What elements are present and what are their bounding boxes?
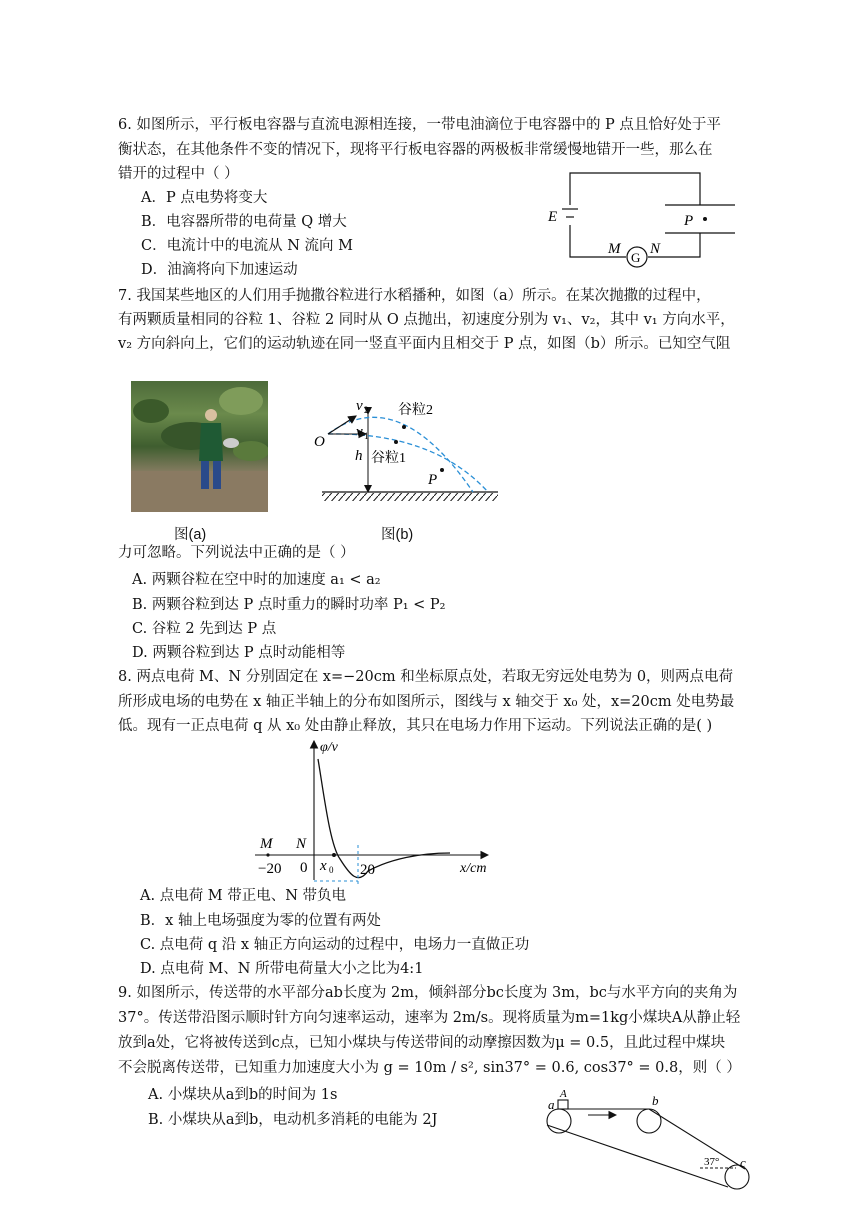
- q7-o-label: O: [314, 434, 325, 450]
- q7-trajectory-figure: [308, 392, 503, 510]
- q7-stem-line1: 7. 我国某些地区的人们用手抛撒谷粒进行水稻播种，如图（a）所示。在某次抛撒的过程中，: [118, 288, 711, 304]
- q9-c-label: c: [740, 1155, 746, 1170]
- q7-stem-line3: v₂ 方向斜向上，它们的运动轨迹在同一竖直平面内且相交于 P 点，如图（b）所示。已知空气阻: [118, 336, 731, 352]
- q9-stem-line1: 9. 如图所示，传送带的水平部分ab长度为 2m，倾斜部分bc长度为 3m，bc与水平方向的夹角为: [118, 985, 738, 1001]
- q7-grain1-label: 谷粒1: [371, 451, 406, 466]
- q6-stem-line3: 错开的过程中（ ）: [118, 166, 239, 182]
- q8-n-label: N: [296, 836, 307, 852]
- q8-xlabel: x/cm: [460, 861, 487, 876]
- q8-tick-zero: 0: [300, 860, 308, 876]
- q7-v1-label: v: [356, 424, 363, 440]
- q7-option-b: B. 两颗谷粒到达 P 点时重力的瞬时功率 P₁ < P₂: [132, 597, 446, 613]
- q9-a-label: a: [548, 1097, 555, 1112]
- q7-grain2-label: 谷粒2: [398, 403, 433, 418]
- q9-block-label: A: [560, 1088, 567, 1100]
- q9-option-b: B. 小煤块从a到b，电动机多消耗的电能为 2J: [148, 1112, 438, 1128]
- q7-h-label: h: [355, 448, 363, 464]
- q6-option-a: A．P 点电势将变大: [141, 190, 268, 206]
- q8-potential-graph: [250, 735, 500, 885]
- q7-option-d: D. 两颗谷粒到达 P 点时动能相等: [132, 645, 346, 661]
- q7-caption-b: 图(b): [381, 527, 414, 543]
- q6-label-p: P: [684, 213, 694, 229]
- q8-option-b: B．x 轴上电场强度为零的位置有两处: [140, 913, 381, 929]
- q6-label-m: M: [608, 241, 621, 257]
- q8-option-a: A. 点电荷 M 带正电、N 带负电: [140, 888, 347, 904]
- q6-oil-drop: [703, 217, 707, 221]
- q7-v2-label: v: [356, 398, 363, 414]
- q9-stem-line3: 放到a处，它将被传送到c点，已知小煤块与传送带间的动摩擦因数为μ = 0.5，且此过程中煤块: [118, 1035, 726, 1051]
- q7-v2-sub: 2: [364, 405, 369, 415]
- q7-p-label: P: [428, 472, 438, 488]
- q7-v1-sub: 1: [364, 431, 369, 441]
- q8-tick-neg20: −20: [258, 861, 282, 877]
- q7-option-c: C. 谷粒 2 先到达 P 点: [132, 621, 277, 637]
- q7-farmer-photo: [131, 381, 268, 512]
- q6-option-b: B．电容器所带的电荷量 Q 增大: [141, 214, 347, 230]
- q9-b-label: b: [652, 1093, 659, 1108]
- q9-angle-label: 37°: [704, 1156, 720, 1168]
- q7-stem-line2: 有两颗质量相同的谷粒 1、谷粒 2 同时从 O 点抛出，初速度分别为 v₁、v₂，其中 v₁ 方向水平，: [118, 312, 735, 328]
- q6-capacitor-circuit-figure: [540, 165, 740, 275]
- q7-caption-a: 图(a): [174, 527, 207, 543]
- q9-stem-line2: 37°。传送带沿图示顺时针方向匀速率运动，速率为 2m/s。现将质量为m=1kg小煤块A从静止轻: [118, 1010, 741, 1026]
- q8-stem-line3: 低。现有一正点电荷 q 从 x₀ 处由静止释放，其只在电场力作用下运动。下列说法正确的是( ): [118, 718, 713, 734]
- q8-stem-line2: 所形成电场的电势在 x 轴正半轴上的分布如图所示，图线与 x 轴交于 x₀ 处，x=20cm 处电势最: [118, 694, 735, 710]
- q6-stem-line1: 6. 如图所示，平行板电容器与直流电源相连接，一带电油滴位于电容器中的 P 点且恰好处于平: [118, 117, 721, 133]
- q8-ylabel: φ/v: [320, 740, 338, 755]
- q9-conveyor-figure: [540, 1085, 760, 1195]
- q6-galvanometer-label: G: [631, 250, 641, 265]
- q6-option-c: C．电流计中的电流从 N 流向 M: [141, 238, 353, 254]
- q8-tick-20: 20: [360, 862, 375, 878]
- q8-stem-line1: 8. 两点电荷 M、N 分别固定在 x=−20cm 和坐标原点处，若取无穷远处电势为 0，则两点电荷: [118, 669, 734, 685]
- q8-x0-sub: 0: [329, 865, 334, 875]
- q6-stem-line2: 衡状态，在其他条件不变的情况下，现将平行板电容器的两极板非常缓慢地错开一些，那么在: [118, 142, 713, 158]
- q7-option-a: A. 两颗谷粒在空中时的加速度 a₁ < a₂: [132, 572, 381, 588]
- q9-option-a: A. 小煤块从a到b的时间为 1s: [148, 1087, 338, 1103]
- q8-option-d: D. 点电荷 M、N 所带电荷量大小之比为4:1: [140, 961, 424, 977]
- q8-option-c: C. 点电荷 q 沿 x 轴正方向运动的过程中，电场力一直做正功: [140, 937, 530, 953]
- q6-option-d: D．油滴将向下加速运动: [141, 262, 298, 278]
- q8-x0-label: x: [320, 858, 327, 874]
- q7-stem-line4: 力可忽略。下列说法中正确的是（ ）: [118, 545, 355, 561]
- q8-m-label: M: [260, 836, 273, 852]
- q9-stem-line4: 不会脱离传送带，已知重力加速度大小为 g = 10m / s², sin37° = 0.6, cos37° = 0.8，则（ ）: [118, 1060, 741, 1076]
- q6-label-e: E: [548, 209, 558, 225]
- q6-label-n: N: [650, 241, 661, 257]
